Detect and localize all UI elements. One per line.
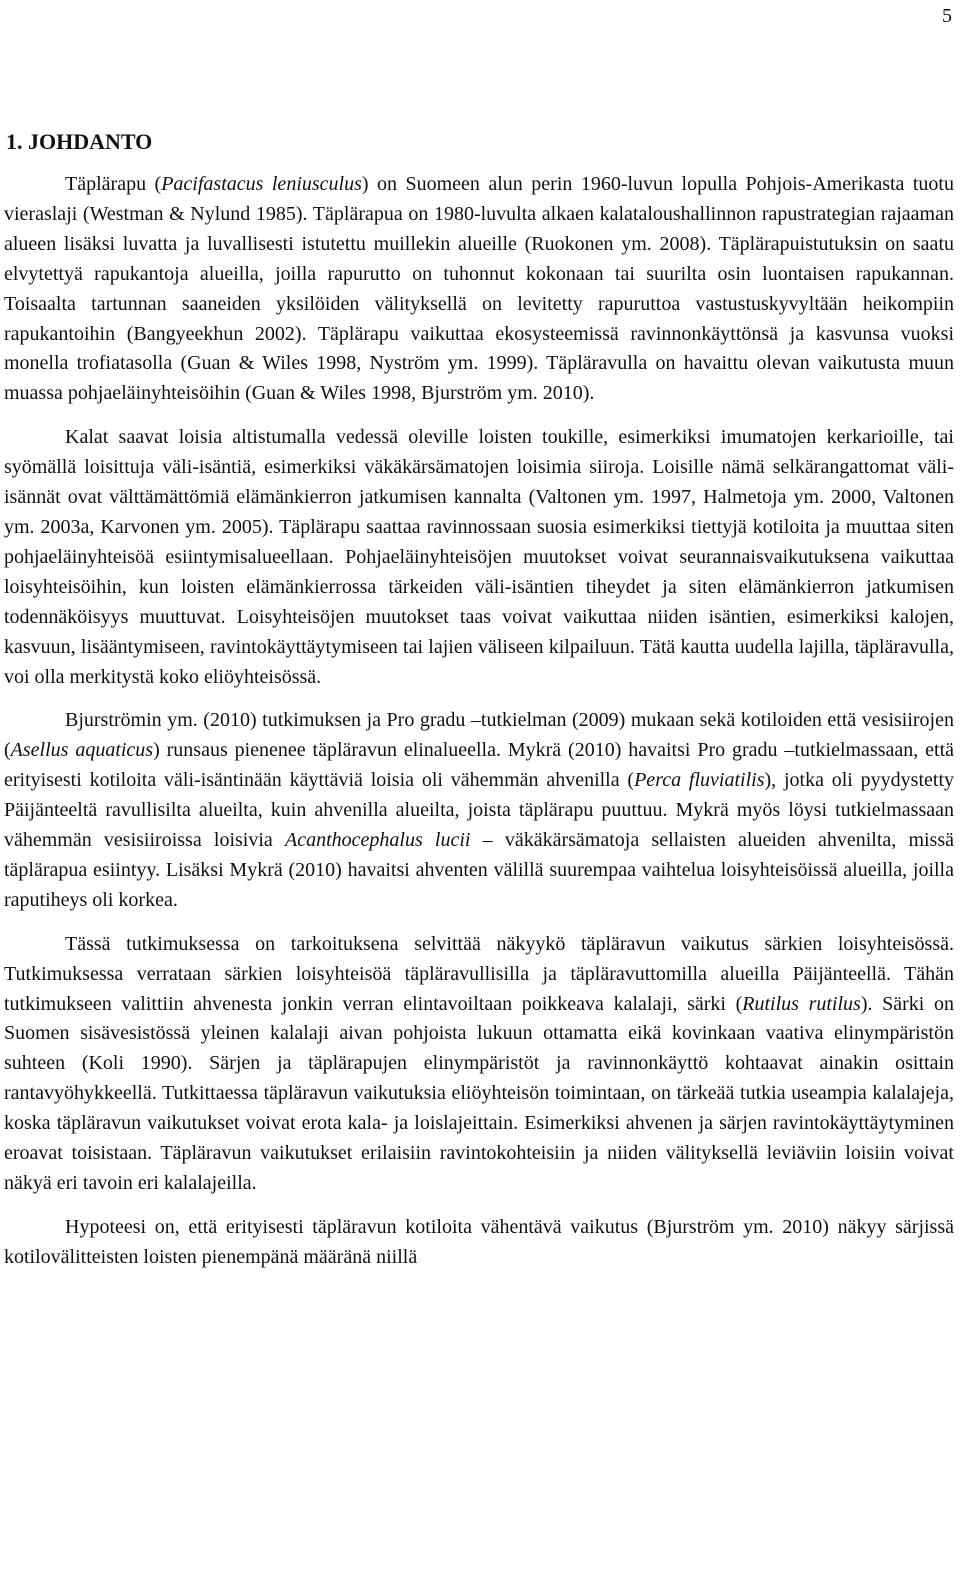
species-name: Pacifastacus leniusculus xyxy=(161,173,362,195)
text-run: ). Särki on Suomen sisävesistössä yleinen kalalaji aivan pohjoista lukuun ottamatta eikä kovinkaan vaativa elinympäristön suhteen (Koli 1990). Särjen ja täplärapujen elinympäristöt ja ravinnonkäyttö kohtaavat ainakin osittain rantavyöhykkeellä. Tutkittaessa täpläravun vaikutuksia eliöyhteisön toimintaan, on tärkeää tutkia useampia kalalajeja, koska täpläravun vaikutukset voivat erota kala- ja loislajeittain. Esimerkiksi ahvenen ja särjen ravintokäyttäytyminen eroavat toisistaan. Täpläravun vaikutukset erilaisiin ravintokohteisiin ja niiden välityksellä leviäviin loisiin voivat näkyä eri tavoin eri kalalajeilla. xyxy=(4,992,954,1194)
paragraph-3 xyxy=(4,706,954,915)
body-text xyxy=(4,170,954,1273)
species-name: Rutilus rutilus xyxy=(742,992,861,1015)
text-run: Täplärapu ( xyxy=(65,173,162,195)
text-run: Bjurströmin ym. (2010) tutkimuksen ja Pro gradu –tutkielman (2009) mukaan sekä kotiloiden että vesisiirojen ( xyxy=(4,709,954,762)
species-name: Asellus aquaticus xyxy=(10,739,154,762)
paragraph-4 xyxy=(4,930,954,1199)
page-number: 5 xyxy=(942,5,952,27)
species-name: Acanthocephalus lucii xyxy=(284,829,471,852)
text-run: – väkäkärsämatoja sellaisten alueiden ahvenilta, missä täplärapua esiintyy. Lisäksi Mykrä (2010) havaitsi ahventen välillä suurempaa vaihtelua loisyhteisöissä alueilla, joilla raputiheys oli korkea. xyxy=(4,829,955,911)
paragraph-2 xyxy=(4,423,954,692)
paragraph-1 xyxy=(4,170,954,409)
text-run: Tässä tutkimuksessa on tarkoituksena selvittää näkyykö täpläravun vaikutus särkien loisyhteisössä. Tutkimuksessa verrataan särkien loisyhteisöä täpläravullisilla ja täpläravuttomilla alueilla Päijänteellä. Tähän tutkimukseen valittiin ahvenesta jonkin verran elintavoiltaan poikkeava kalalaji, särki ( xyxy=(4,932,954,1015)
text-run: Kalat saavat loisia altistumalla vedessä oleville loisten toukille, esimerkiksi imumatojen kerkarioille, tai syömällä loisittuja väli-isäntiä, esimerkiksi väkäkärsämatojen loisimia siiroja. Loisille nämä selkärangattomat väli-isännät ovat välttämättömiä elämänkierron jatkumisen kannalta (Valtonen ym. 1997, Halmetoja ym. 2000, Valtonen ym. 2003a, Karvonen ym. 2005). Täplärapu saattaa ravinnossaan suosia esimerkiksi tiettyjä kotiloita ja muuttaa siten pohjaeläinyhteisöä esiintymisalueellaan. Pohjaeläinyhteisöjen muutokset voivat seurannaisvaikutuksena vaikuttaa loisyhteisöihin, kun loisten elämänkierrossa tärkeiden väli-isäntien tiheydet ja siten elämänkierron jatkumisen todennäköisyys muuttuvat. Loisyhteisöjen muutokset taas voivat vaikuttaa niiden isäntien, esimerkiksi kalojen, kasvuun, lisääntymiseen, ravintokäyttäytymiseen tai lajien väliseen kilpailuun. Tätä kautta uudella lajilla, täpläravulla, voi olla merkitystä koko eliöyhteisössä. xyxy=(4,426,954,688)
text-run: Hypoteesi on, että erityisesti täpläravun kotiloita vähentävä vaikutus (Bjurström ym. 2010) näkyy särjissä kotilovälitteisten loisten pienempänä määränä niillä xyxy=(4,1215,954,1268)
text-run: ) on Suomeen alun perin 1960-luvun lopulla Pohjois-Amerikasta tuotu vieraslaji (Westman & Nylund 1985). Täplärapua on 1980-luvulta alkaen kalataloushallinnon rapustrategian rajaaman alueen lisäksi luvatta ja luvallisesti istutettu muillekin alueille (Ruokonen ym. 2008). Täplärapuistutuksin on saatu elvytettyä rapukantoja alueilla, joilla rapurutto on tuhonnut kokonaan tai suurilta osin luontaisen rapukannan. Toisaalta tartunnan saaneiden yksilöiden välityksellä on levitetty rapuruttoa vastustuskyvyltään heikompiin rapukantoihin (Bangyeekhun 2002). Täplärapu vaikuttaa ekosysteemissä ravinnonkäyttönsä ja kasvunsa vuoksi monella trofiatasolla (Guan & Wiles 1998, Nyström ym. 1999). Täpläravulla on havaittu olevan vaikutusta muun muassa pohjaeläinyhteisöihin (Guan & Wiles 1998, Bjurström ym. 2010). xyxy=(4,173,954,405)
text-run: ), jotka oli pyydystetty Päijänteeltä ravullisilta alueilta, kuin ahvenilla alueilta, joista täplärapu puuttuu. Mykrä myös löysi tutkielmassaan vähemmän vesisiiroissa loisivia xyxy=(4,769,955,852)
species-name: Perca fluviatilis xyxy=(634,769,765,792)
section-heading: 1. JOHDANTO xyxy=(6,129,153,154)
paragraph-5 xyxy=(4,1213,954,1273)
text-run: ) runsaus pienenee täpläravun elinalueella. Mykrä (2010) havaitsi Pro gradu –tutkielmassaan, että erityisesti kotiloita väli-isäntinään käyttäviä loisia oli vähemmän ahvenilla ( xyxy=(4,739,954,792)
